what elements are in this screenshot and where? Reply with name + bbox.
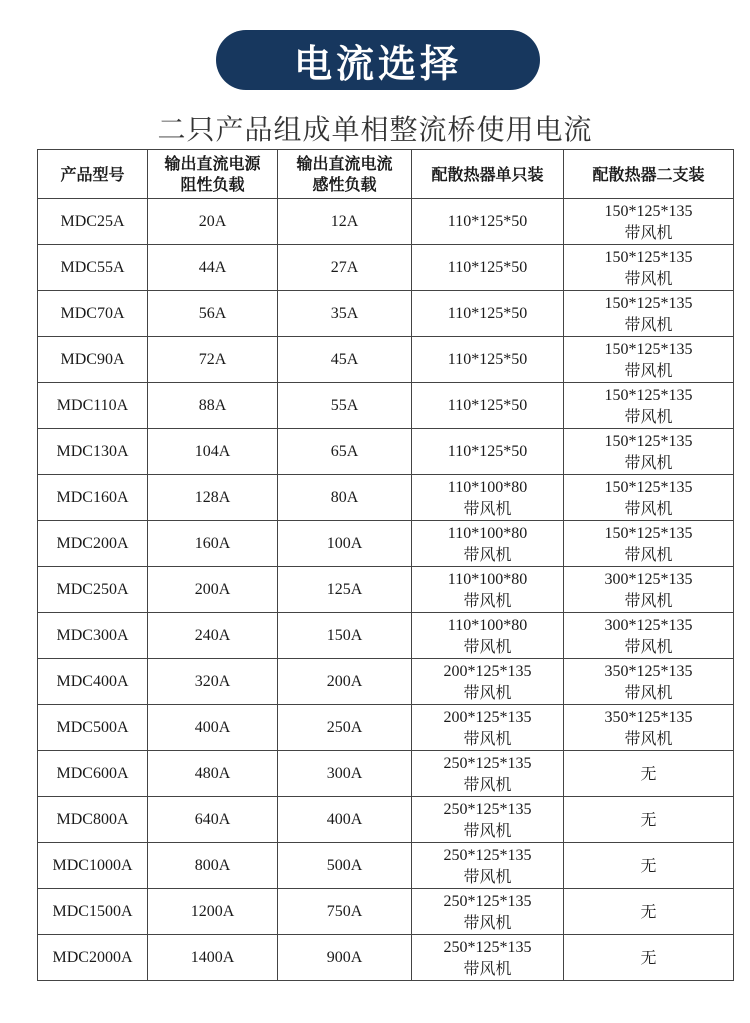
cell-model	[38, 935, 148, 981]
cell-resistive-current	[148, 245, 278, 291]
cell-text: 800A	[194, 857, 231, 874]
cell-text: 150*125*135	[604, 248, 693, 266]
cell-heatsink-double	[564, 613, 734, 659]
cell-text: MDC1500A	[52, 903, 133, 920]
cell-heatsink-single	[412, 291, 564, 337]
cell-text: 400A	[194, 719, 231, 736]
cell-heatsink-single	[412, 889, 564, 935]
cell-text: 带风机	[624, 268, 673, 288]
cell-text: 无	[640, 810, 657, 829]
cell-model	[38, 337, 148, 383]
cell-text: MDC250A	[56, 581, 129, 598]
table-row	[38, 383, 734, 429]
table-row	[38, 613, 734, 659]
cell-resistive-current	[148, 383, 278, 429]
table-row	[38, 429, 734, 475]
cell-heatsink-single	[412, 751, 564, 797]
cell-model	[38, 843, 148, 889]
table-row	[38, 337, 734, 383]
table-row	[38, 245, 734, 291]
cell-model	[38, 659, 148, 705]
cell-text: 750A	[326, 903, 363, 920]
cell-text: 500A	[326, 857, 363, 874]
cell-text: 150*125*135	[604, 524, 693, 542]
cell-text: 350*125*135	[604, 662, 693, 680]
cell-heatsink-double	[564, 337, 734, 383]
cell-heatsink-single	[412, 843, 564, 889]
cell-resistive-current	[148, 199, 278, 245]
table-row	[38, 797, 734, 843]
cell-text: 200*125*135	[443, 662, 532, 680]
cell-text: 150*125*135	[604, 202, 693, 220]
cell-text: 110*125*50	[447, 305, 528, 322]
cell-text: 150*125*135	[604, 432, 693, 450]
cell-text: MDC110A	[56, 397, 129, 414]
cell-model	[38, 429, 148, 475]
cell-text: 12A	[330, 213, 359, 230]
cell-inductive-current	[278, 705, 412, 751]
cell-resistive-current	[148, 659, 278, 705]
cell-resistive-current	[148, 613, 278, 659]
cell-heatsink-double	[564, 245, 734, 291]
header-line: 产品型号	[60, 164, 125, 184]
cell-text: 128A	[194, 489, 231, 506]
cell-heatsink-double	[564, 935, 734, 981]
cell-model	[38, 475, 148, 521]
cell-text: 无	[640, 902, 657, 921]
header-line: 感性负载	[312, 175, 377, 194]
cell-heatsink-double	[564, 751, 734, 797]
cell-text: 150A	[326, 627, 363, 644]
cell-text: 150*125*135	[604, 478, 693, 496]
cell-model	[38, 567, 148, 613]
cell-text: 带风机	[463, 866, 512, 886]
cell-text: 110*125*50	[447, 213, 528, 230]
cell-text: 带风机	[624, 590, 673, 610]
cell-text: 150*125*135	[604, 386, 693, 404]
cell-text: 900A	[326, 949, 363, 966]
cell-text: 72A	[198, 351, 227, 368]
cell-text: 55A	[330, 397, 359, 414]
cell-text: 带风机	[624, 498, 673, 518]
cell-inductive-current	[278, 429, 412, 475]
table-row	[38, 935, 734, 981]
cell-text: MDC200A	[56, 535, 129, 552]
table-row	[38, 475, 734, 521]
table-row	[38, 843, 734, 889]
header-heatsink-single	[412, 150, 564, 199]
table-row	[38, 751, 734, 797]
cell-resistive-current	[148, 889, 278, 935]
cell-heatsink-double	[564, 843, 734, 889]
cell-text: MDC55A	[60, 259, 125, 276]
cell-text: 400A	[326, 811, 363, 828]
cell-text: 200*125*135	[443, 708, 532, 726]
cell-inductive-current	[278, 475, 412, 521]
cell-text: 27A	[330, 259, 359, 276]
cell-text: 带风机	[624, 314, 673, 334]
table-row	[38, 199, 734, 245]
cell-resistive-current	[148, 337, 278, 383]
cell-heatsink-single	[412, 567, 564, 613]
cell-heatsink-double	[564, 659, 734, 705]
cell-heatsink-double	[564, 475, 734, 521]
cell-text: 带风机	[463, 728, 512, 748]
header-heatsink-double	[564, 150, 734, 199]
cell-inductive-current	[278, 337, 412, 383]
cell-model	[38, 199, 148, 245]
cell-inductive-current	[278, 521, 412, 567]
cell-inductive-current	[278, 199, 412, 245]
cell-text: 104A	[194, 443, 231, 460]
cell-text: 65A	[330, 443, 359, 460]
cell-text: 带风机	[624, 636, 673, 656]
cell-text: 110*125*50	[447, 351, 528, 368]
cell-heatsink-double	[564, 889, 734, 935]
table-row	[38, 567, 734, 613]
cell-text: 125A	[326, 581, 363, 598]
cell-text: 带风机	[463, 636, 512, 656]
cell-text: 250*125*135	[443, 846, 532, 864]
header-line: 输出直流电流	[296, 154, 393, 173]
cell-heatsink-double	[564, 383, 734, 429]
cell-text: 320A	[194, 673, 231, 690]
cell-heatsink-double	[564, 521, 734, 567]
cell-text: 240A	[194, 627, 231, 644]
cell-model	[38, 889, 148, 935]
cell-text: MDC160A	[56, 489, 129, 506]
cell-text: 640A	[194, 811, 231, 828]
cell-text: 56A	[198, 305, 227, 322]
cell-text: 带风机	[463, 682, 512, 702]
cell-text: 1400A	[190, 949, 235, 966]
cell-inductive-current	[278, 843, 412, 889]
cell-text: 带风机	[624, 452, 673, 472]
cell-text: MDC90A	[60, 351, 125, 368]
table-row	[38, 521, 734, 567]
cell-text: MDC800A	[56, 811, 129, 828]
cell-text: MDC130A	[56, 443, 129, 460]
cell-text: 88A	[198, 397, 227, 414]
cell-text: 带风机	[624, 544, 673, 564]
cell-text: 110*100*80	[447, 616, 528, 634]
header-line: 配散热器二支装	[592, 164, 705, 184]
cell-inductive-current	[278, 751, 412, 797]
cell-inductive-current	[278, 383, 412, 429]
cell-resistive-current	[148, 429, 278, 475]
header-inductive-load	[278, 150, 412, 199]
cell-text: MDC400A	[56, 673, 129, 690]
table-row	[38, 659, 734, 705]
table-body	[38, 199, 734, 981]
cell-heatsink-single	[412, 705, 564, 751]
cell-heatsink-single	[412, 659, 564, 705]
cell-resistive-current	[148, 751, 278, 797]
cell-heatsink-single	[412, 797, 564, 843]
cell-text: 110*125*50	[447, 259, 528, 276]
cell-text: 110*125*50	[447, 443, 528, 460]
cell-text: 250*125*135	[443, 800, 532, 818]
cell-text: 110*125*50	[447, 397, 528, 414]
cell-text: 带风机	[624, 406, 673, 426]
header-model	[38, 150, 148, 199]
cell-text: 带风机	[463, 590, 512, 610]
cell-inductive-current	[278, 245, 412, 291]
cell-text: MDC300A	[56, 627, 129, 644]
cell-text: 250*125*135	[443, 754, 532, 772]
cell-model	[38, 613, 148, 659]
cell-text: 带风机	[463, 544, 512, 564]
cell-resistive-current	[148, 475, 278, 521]
cell-text: 44A	[198, 259, 227, 276]
cell-text: 250*125*135	[443, 938, 532, 956]
cell-text: MDC25A	[60, 213, 125, 230]
cell-text: 200A	[326, 673, 363, 690]
cell-inductive-current	[278, 889, 412, 935]
cell-heatsink-single	[412, 383, 564, 429]
cell-text: MDC70A	[60, 305, 125, 322]
cell-heatsink-double	[564, 199, 734, 245]
cell-heatsink-double	[564, 291, 734, 337]
cell-text: 带风机	[624, 360, 673, 380]
cell-inductive-current	[278, 659, 412, 705]
cell-resistive-current	[148, 705, 278, 751]
cell-heatsink-single	[412, 613, 564, 659]
page-title: 电流选择	[293, 41, 462, 86]
cell-resistive-current	[148, 567, 278, 613]
cell-text: MDC2000A	[52, 949, 133, 966]
cell-resistive-current	[148, 935, 278, 981]
cell-text: 带风机	[463, 820, 512, 840]
cell-text: 100A	[326, 535, 363, 552]
current-spec-table	[37, 149, 734, 981]
cell-heatsink-double	[564, 567, 734, 613]
cell-text: 无	[640, 764, 657, 783]
cell-text: 带风机	[463, 958, 512, 978]
cell-text: 45A	[330, 351, 359, 368]
cell-text: 350*125*135	[604, 708, 693, 726]
cell-inductive-current	[278, 613, 412, 659]
cell-model	[38, 245, 148, 291]
cell-text: 无	[640, 948, 657, 967]
cell-heatsink-single	[412, 521, 564, 567]
cell-text: 20A	[198, 213, 227, 230]
cell-heatsink-single	[412, 245, 564, 291]
cell-text: 300*125*135	[604, 570, 693, 588]
cell-resistive-current	[148, 843, 278, 889]
cell-text: MDC600A	[56, 765, 129, 782]
cell-text: MDC1000A	[52, 857, 133, 874]
cell-model	[38, 383, 148, 429]
cell-text: 带风机	[624, 728, 673, 748]
cell-heatsink-double	[564, 429, 734, 475]
cell-model	[38, 521, 148, 567]
table-header-row	[38, 150, 734, 199]
cell-text: 300*125*135	[604, 616, 693, 634]
cell-heatsink-single	[412, 199, 564, 245]
cell-text: 250*125*135	[443, 892, 532, 910]
cell-text: 150*125*135	[604, 340, 693, 358]
cell-text: 带风机	[463, 912, 512, 932]
cell-inductive-current	[278, 935, 412, 981]
page-subtitle: 二只产品组成单相整流桥使用电流	[157, 113, 593, 146]
cell-heatsink-single	[412, 935, 564, 981]
cell-text: 250A	[326, 719, 363, 736]
table-row	[38, 291, 734, 337]
cell-text: MDC500A	[56, 719, 129, 736]
cell-text: 480A	[194, 765, 231, 782]
header-resistive-load	[148, 150, 278, 199]
table-row	[38, 705, 734, 751]
cell-text: 80A	[330, 489, 359, 506]
cell-heatsink-single	[412, 429, 564, 475]
cell-text: 35A	[330, 305, 359, 322]
cell-heatsink-single	[412, 475, 564, 521]
title-banner	[216, 30, 540, 90]
cell-text: 160A	[194, 535, 231, 552]
cell-text: 带风机	[624, 222, 673, 242]
cell-inductive-current	[278, 567, 412, 613]
cell-text: 带风机	[624, 682, 673, 702]
cell-text: 150*125*135	[604, 294, 693, 312]
cell-model	[38, 797, 148, 843]
header-line: 输出直流电源	[164, 154, 261, 173]
cell-heatsink-double	[564, 705, 734, 751]
cell-text: 无	[640, 856, 657, 875]
header-line: 阻性负载	[180, 175, 245, 194]
cell-text: 200A	[194, 581, 231, 598]
cell-text: 110*100*80	[447, 524, 528, 542]
cell-resistive-current	[148, 291, 278, 337]
table-row	[38, 889, 734, 935]
cell-resistive-current	[148, 797, 278, 843]
cell-model	[38, 705, 148, 751]
cell-text: 300A	[326, 765, 363, 782]
cell-inductive-current	[278, 797, 412, 843]
cell-heatsink-double	[564, 797, 734, 843]
cell-heatsink-single	[412, 337, 564, 383]
cell-resistive-current	[148, 521, 278, 567]
cell-text: 110*100*80	[447, 478, 528, 496]
cell-model	[38, 751, 148, 797]
cell-text: 带风机	[463, 498, 512, 518]
header-line: 配散热器单只装	[431, 164, 544, 184]
cell-inductive-current	[278, 291, 412, 337]
cell-text: 110*100*80	[447, 570, 528, 588]
cell-model	[38, 291, 148, 337]
cell-text: 带风机	[463, 774, 512, 794]
cell-text: 1200A	[190, 903, 235, 920]
